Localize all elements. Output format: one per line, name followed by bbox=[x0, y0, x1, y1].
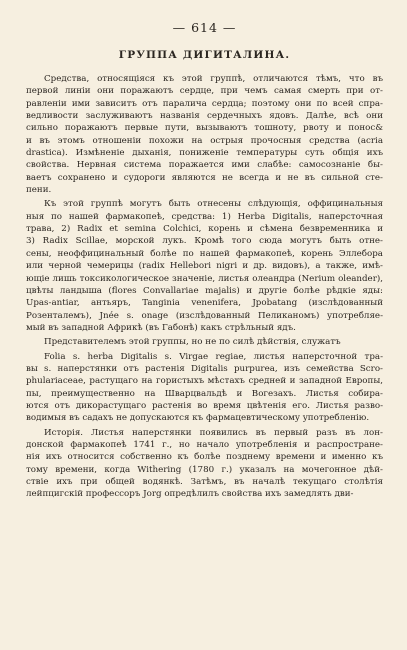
text-line: ющiе лишь токсикологическое значенiе, листья олеандра (Nerium oleander), bbox=[26, 273, 383, 284]
text-line: drastica). Измѣненiе дыханiя, пониженiе температуры суть общiя ихъ bbox=[26, 148, 383, 159]
text-line: и въ этомъ отношенiи похожи на острыя прочосныя средства (acria bbox=[26, 135, 383, 146]
paragraph bbox=[26, 336, 383, 348]
text-line: равленiи ими зависитъ отъ паралича сердца; поэтому они по всей спра- bbox=[26, 98, 383, 109]
text-line: ются отъ дикорастущаго растенiя во время цвѣтенiя его. Листья разво- bbox=[26, 400, 383, 411]
text-line: водимыя въ садахъ не допускаются къ фармацевтическому употребленiю. bbox=[26, 413, 370, 424]
text-line: или черной чемерицы (radix Hellebori nigri и др. видовъ), а также, имѣ- bbox=[26, 261, 383, 272]
text-line: Къ этой группѣ могутъ быть отнесены слѣдующiя, оффицинальныя bbox=[44, 199, 383, 210]
text-line: Средства, относящiяся къ этой группѣ, отличаются тѣмъ, что въ bbox=[44, 74, 383, 84]
text-line: пы, преимущественно на Шварцвальдѣ и Вогезахъ. Листья собира- bbox=[26, 388, 383, 399]
text-line: тому времени, когда Withering (1780 г.) указалъ на мочегонное дѣй- bbox=[26, 464, 383, 475]
text-line: донской фармакопеѣ 1741 г., но начало употребленiя и распростране- bbox=[26, 439, 383, 450]
text-line: свойства. Нервная система поражается ими слабѣе: самосознанiе бы- bbox=[26, 160, 383, 171]
text-line: Розенталемъ), Jnée s. onage (изслѣдованный Пеликаномъ) употребляе- bbox=[26, 310, 383, 321]
text-line: Folia s. herba Digitalis s. Virgae regiae, листья наперсточной тра- bbox=[44, 351, 383, 362]
text-line: Исторiя. Листья наперстянки появились въ первый разъ въ лон- bbox=[44, 427, 383, 438]
text-line: ваетъ сохранено и судороги являются не всегда и не въ сильной сте- bbox=[26, 172, 383, 183]
text-line: трава, 2) Radix et semina Colchici, корень и сѣмена безвременника и bbox=[26, 224, 383, 235]
paragraph bbox=[26, 73, 383, 196]
page-number: — 614 — bbox=[172, 20, 237, 35]
text-line: вы s. наперстянки отъ растенiя Digitalis purpurea, изъ семейства Scro- bbox=[26, 363, 383, 374]
paragraph bbox=[26, 351, 383, 425]
text-line: сены, неоффицинальный болѣе по нашей фармакопеѣ, корень Эллебора bbox=[26, 248, 383, 259]
text-line: лейпцигскiй профессоръ Jorg опредѣлилъ свойства ихъ замедлять дви- bbox=[26, 489, 354, 500]
text-line: цвѣты ландыша (flores Convallariae majalis) и другiе болѣе рѣдкiе яды: bbox=[26, 285, 383, 296]
section-heading: ГРУППА ДИГИТАЛИНА. bbox=[118, 49, 291, 61]
text-line: phulariaceae, растущаго на гористыхъ мѣстахъ средней и западной Европы, bbox=[26, 376, 383, 387]
paragraph bbox=[26, 198, 383, 334]
text-line: Представителемъ этой группы, но не по силѣ дѣйствiя, служатъ bbox=[44, 337, 341, 348]
text-line: нiя ихъ относится собственно къ болѣе позднему времени и именно къ bbox=[26, 452, 383, 463]
text-line: ствiе ихъ при общей водянкѣ. Затѣмъ, въ началѣ текущаго столѣтiя bbox=[26, 477, 383, 487]
text-line: ведливости заслуживаютъ названiя сердечныхъ ядовъ. Далѣе, всѣ они bbox=[26, 111, 383, 122]
page-body bbox=[26, 73, 383, 501]
text-line: Upas-antiar, антьяръ, Tanginia venenifera, Jpobatang (изслѣдованный bbox=[26, 298, 383, 309]
text-line: ныя по нашей фармакопеѣ, средства: 1) Herba Digitalis, наперсточная bbox=[26, 211, 383, 222]
text-line: 3) Radix Scillae, морской лукъ. Кромѣ того сюда могутъ быть отне- bbox=[26, 236, 383, 247]
paragraph bbox=[26, 427, 383, 501]
text-line: сильно поражаютъ первые пути, вызываютъ тошноту, рвоту и понос& bbox=[26, 123, 383, 134]
text-line: первой линiи они поражаютъ сердце, при чемъ самая смерть при от- bbox=[26, 86, 383, 97]
text-line: пени. bbox=[26, 185, 52, 196]
text-line: мый въ западной Африкѣ (въ Габонѣ) какъ стрѣльный ядъ. bbox=[26, 322, 296, 333]
